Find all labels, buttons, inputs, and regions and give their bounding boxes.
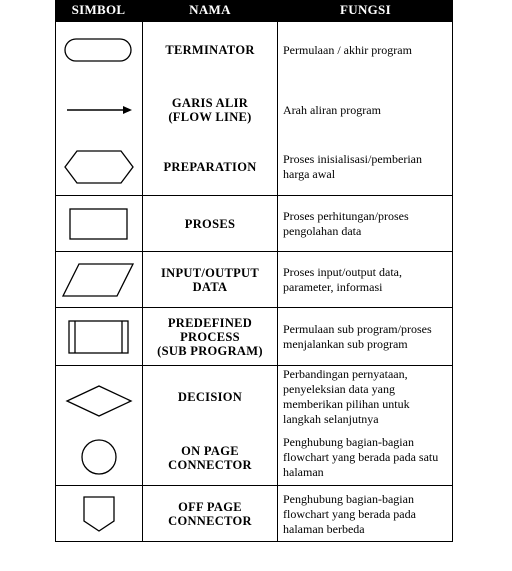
- nama-line: PREPARATION: [163, 160, 257, 174]
- fungsi-text: Proses input/output data, parameter, informasi: [283, 265, 402, 294]
- header-simbol: SIMBOL: [71, 2, 126, 17]
- nama-line: PREDEFINED: [167, 316, 253, 330]
- fungsi-text: Permulaan sub program/proses menjalankan sub program: [283, 322, 432, 351]
- table-row: [143, 254, 277, 306]
- table-row: [143, 143, 277, 191]
- off-page-connector-icon: [55, 489, 142, 539]
- table-row: [143, 27, 277, 73]
- nama-line: INPUT/OUTPUT: [160, 266, 260, 280]
- table-header: [55, 0, 453, 22]
- nama-line: CONNECTOR: [168, 458, 252, 472]
- nama-line: (SUB PROGRAM): [157, 344, 263, 358]
- row-divider: [55, 195, 453, 196]
- terminator-icon: [55, 27, 142, 73]
- table-row: [143, 489, 277, 539]
- fungsi-text: Proses perhitungan/proses pengolahan data: [283, 209, 409, 238]
- fungsi-cell: [283, 430, 448, 484]
- fungsi-cell: [283, 85, 448, 135]
- nama-line: TERMINATOR: [165, 43, 255, 57]
- on-page-connector-circle-icon: [55, 434, 142, 480]
- fungsi-cell: [283, 487, 448, 541]
- fungsi-cell: [283, 198, 448, 250]
- fungsi-cell: [283, 27, 448, 73]
- flowchart-symbol-table: [55, 0, 453, 542]
- nama-line: PROSES: [184, 217, 236, 231]
- header-nama: NAMA: [189, 2, 231, 17]
- input-output-parallelogram-icon: [55, 254, 142, 306]
- fungsi-text: Penghubung bagian-bagian flowchart yang berada pada satu halaman: [283, 434, 439, 479]
- fungsi-cell: [283, 366, 448, 428]
- row-divider: [55, 251, 453, 252]
- preparation-hexagon-icon: [55, 143, 142, 191]
- fungsi-text: Penghubung bagian-bagian flowchart yang berada pada halaman berbeda: [283, 491, 416, 536]
- row-divider: [55, 307, 453, 308]
- column-divider-2: [277, 0, 278, 542]
- fungsi-text: Perbandingan pernyataan, penyeleksian data yang memberikan pilihan untuk langkah selanjutnya: [283, 367, 410, 426]
- fungsi-text: Permulaan / akhir program: [283, 42, 412, 57]
- fungsi-text: Arah aliran program: [283, 102, 381, 117]
- table-row: [143, 198, 277, 250]
- nama-line: (FLOW LINE): [168, 110, 252, 124]
- header-fungsi: FUNGSI: [340, 2, 391, 17]
- nama-line: CONNECTOR: [168, 514, 252, 528]
- fungsi-cell: [283, 310, 448, 364]
- table-row: [143, 310, 277, 364]
- fungsi-cell: [283, 254, 448, 306]
- decision-diamond-icon: [55, 370, 142, 432]
- nama-line: PROCESS: [180, 330, 240, 344]
- nama-line: OFF PAGE: [178, 500, 242, 514]
- fungsi-text: Proses inisialisasi/pemberian harga awal: [283, 152, 422, 181]
- fungsi-cell: [283, 143, 448, 191]
- table-row: [143, 370, 277, 424]
- table-row: [143, 85, 277, 135]
- process-rectangle-icon: [55, 198, 142, 250]
- nama-line: ON PAGE: [181, 444, 239, 458]
- table-row: [143, 436, 277, 480]
- nama-line: DECISION: [177, 390, 243, 404]
- predefined-process-icon: [55, 310, 142, 364]
- flow-line-arrow-icon: [55, 85, 142, 135]
- table-border-bottom: [55, 541, 453, 542]
- nama-line: DATA: [192, 280, 228, 294]
- table-border-right: [452, 0, 453, 542]
- nama-line: GARIS ALIR: [171, 96, 249, 110]
- row-divider: [55, 485, 453, 486]
